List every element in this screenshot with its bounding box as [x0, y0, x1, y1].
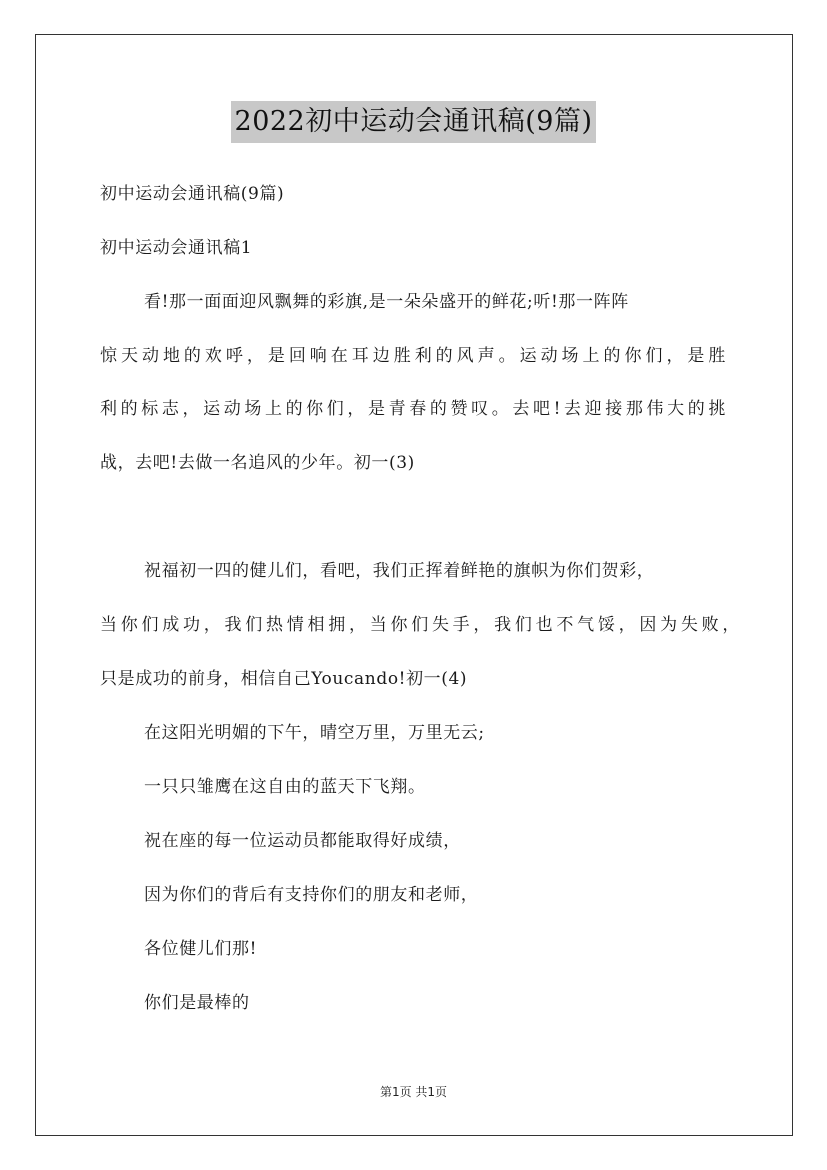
paragraph-1-line-3: 利的标志，运动场上的你们，是青春的赞叹。去吧!去迎接那伟大的挑 — [100, 399, 726, 419]
section-heading: 初中运动会通讯稿1 — [100, 238, 253, 258]
paragraph-1-line-4: 战，去吧!去做一名追风的少年。初一(3) — [100, 453, 415, 473]
title-container — [0, 101, 827, 143]
poem-line-3: 祝在座的每一位运动员都能取得好成绩， — [144, 831, 461, 851]
paragraph-2-line-3: 只是成功的前身，相信自己Youcando!初一(4) — [100, 669, 468, 689]
paragraph-1-line-1: 看!那一面面迎风飘舞的彩旗,是一朵朵盛开的鲜花;听!那一阵阵 — [144, 292, 629, 312]
poem-line-6: 你们是最棒的 — [144, 993, 250, 1013]
poem-line-1: 在这阳光明媚的下午，晴空万里，万里无云; — [144, 723, 485, 743]
document-title: 2022初中运动会通讯稿(9篇) — [231, 101, 597, 143]
paragraph-2-line-2: 当你们成功，我们热情相拥，当你们失手，我们也不气馁，因为失败， — [100, 615, 740, 635]
page-footer: 第1页 共1页 — [379, 1085, 448, 1099]
poem-line-4: 因为你们的背后有支持你们的朋友和老师， — [144, 885, 479, 905]
poem-line-2: 一只只雏鹰在这自由的蓝天下飞翔。 — [144, 777, 426, 797]
poem-line-5: 各位健儿们那! — [144, 939, 258, 959]
document-subtitle: 初中运动会通讯稿(9篇) — [100, 184, 285, 204]
paragraph-2-line-1: 祝福初一四的健儿们，看吧，我们正挥着鲜艳的旗帜为你们贺彩， — [144, 561, 655, 581]
paragraph-1-line-2: 惊天动地的欢呼，是回响在耳边胜利的风声。运动场上的你们，是胜 — [100, 346, 726, 366]
